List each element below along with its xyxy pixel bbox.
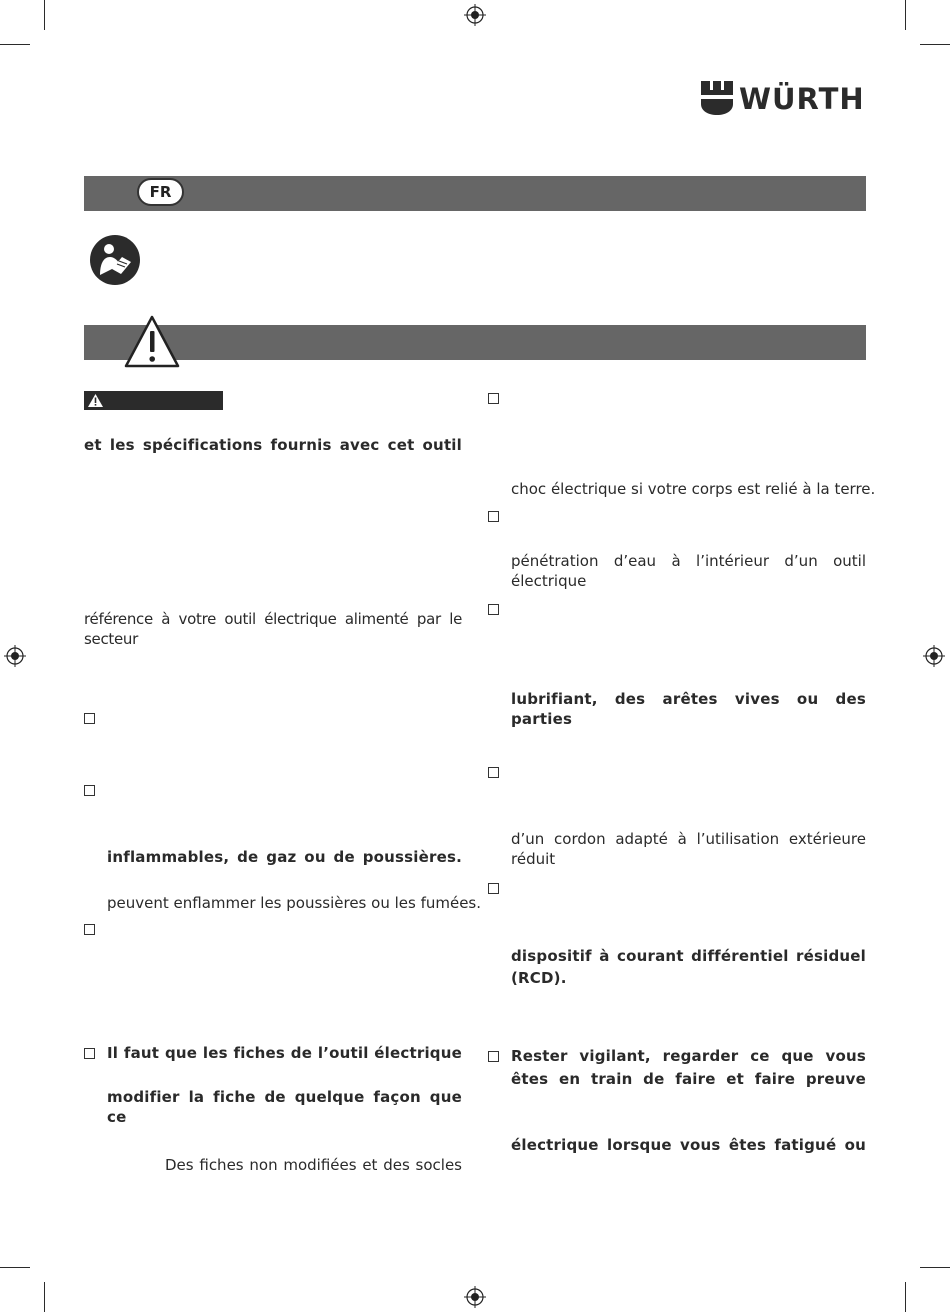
right-text-line: électrique lorsque vous êtes fatigué ou	[511, 1136, 866, 1154]
brand-logo-mark-icon	[700, 80, 734, 116]
bullet-checkbox	[84, 785, 95, 796]
language-badge-label: FR	[149, 183, 172, 201]
right-text-line: lubrifiant, des arêtes vives ou des parties	[511, 690, 866, 728]
crop-mark	[905, 1282, 906, 1312]
right-text-line: (RCD).	[511, 969, 567, 987]
crop-mark	[920, 44, 950, 45]
crop-mark	[920, 1267, 950, 1268]
right-text-line: d’un cordon adapté à l’utilisation extérieure réduit	[511, 830, 866, 868]
brand-logo	[700, 80, 870, 118]
crop-mark	[0, 44, 30, 45]
warning-label-bar	[84, 391, 223, 410]
left-text-line: référence à votre outil électrique alimenté par le secteur	[84, 610, 462, 648]
bullet-checkbox	[488, 1051, 499, 1062]
crop-mark	[44, 1282, 45, 1312]
left-text-line: modifier la fiche de quelque façon que ce	[107, 1088, 462, 1126]
bullet-checkbox	[488, 883, 499, 894]
language-badge	[137, 178, 184, 206]
crop-mark	[905, 0, 906, 30]
bullet-checkbox	[488, 767, 499, 778]
left-text-line: et les spécifications fournis avec cet outil	[84, 436, 462, 454]
registration-mark-icon	[464, 4, 486, 26]
left-text-line: peuvent enflammer les poussières ou les fumées.	[107, 894, 482, 912]
registration-mark-icon	[923, 645, 945, 667]
bullet-checkbox	[84, 1048, 95, 1059]
brand-name: WÜRTH	[739, 82, 865, 116]
registration-mark-icon	[4, 645, 26, 667]
crop-mark	[44, 0, 45, 30]
warning-small-icon	[87, 393, 104, 408]
bullet-checkbox	[488, 393, 499, 404]
left-text-line: Il faut que les fiches de l’outil électrique	[107, 1044, 462, 1062]
right-text-line: êtes en train de faire et faire preuve	[511, 1070, 866, 1088]
right-text-line: Rester vigilant, regarder ce que vous	[511, 1047, 866, 1065]
bullet-checkbox	[84, 713, 95, 724]
safety-header-bar	[84, 325, 866, 360]
left-text-line: inflammables, de gaz ou de poussières.	[107, 848, 462, 866]
bullet-checkbox	[488, 511, 499, 522]
right-text-line: dispositif à courant différentiel résiduel	[511, 947, 866, 965]
read-manual-icon	[90, 235, 140, 285]
right-text-line: choc électrique si votre corps est relié à la terre.	[511, 480, 876, 498]
left-text-line: Des fiches non modifiées et des socles	[165, 1156, 462, 1174]
language-header-bar	[84, 176, 866, 211]
warning-triangle-icon	[123, 314, 181, 370]
crop-mark	[0, 1267, 30, 1268]
bullet-checkbox	[84, 924, 95, 935]
registration-mark-icon	[464, 1286, 486, 1308]
right-text-line: pénétration d’eau à l’intérieur d’un outil électrique	[511, 552, 866, 590]
bullet-checkbox	[488, 604, 499, 615]
